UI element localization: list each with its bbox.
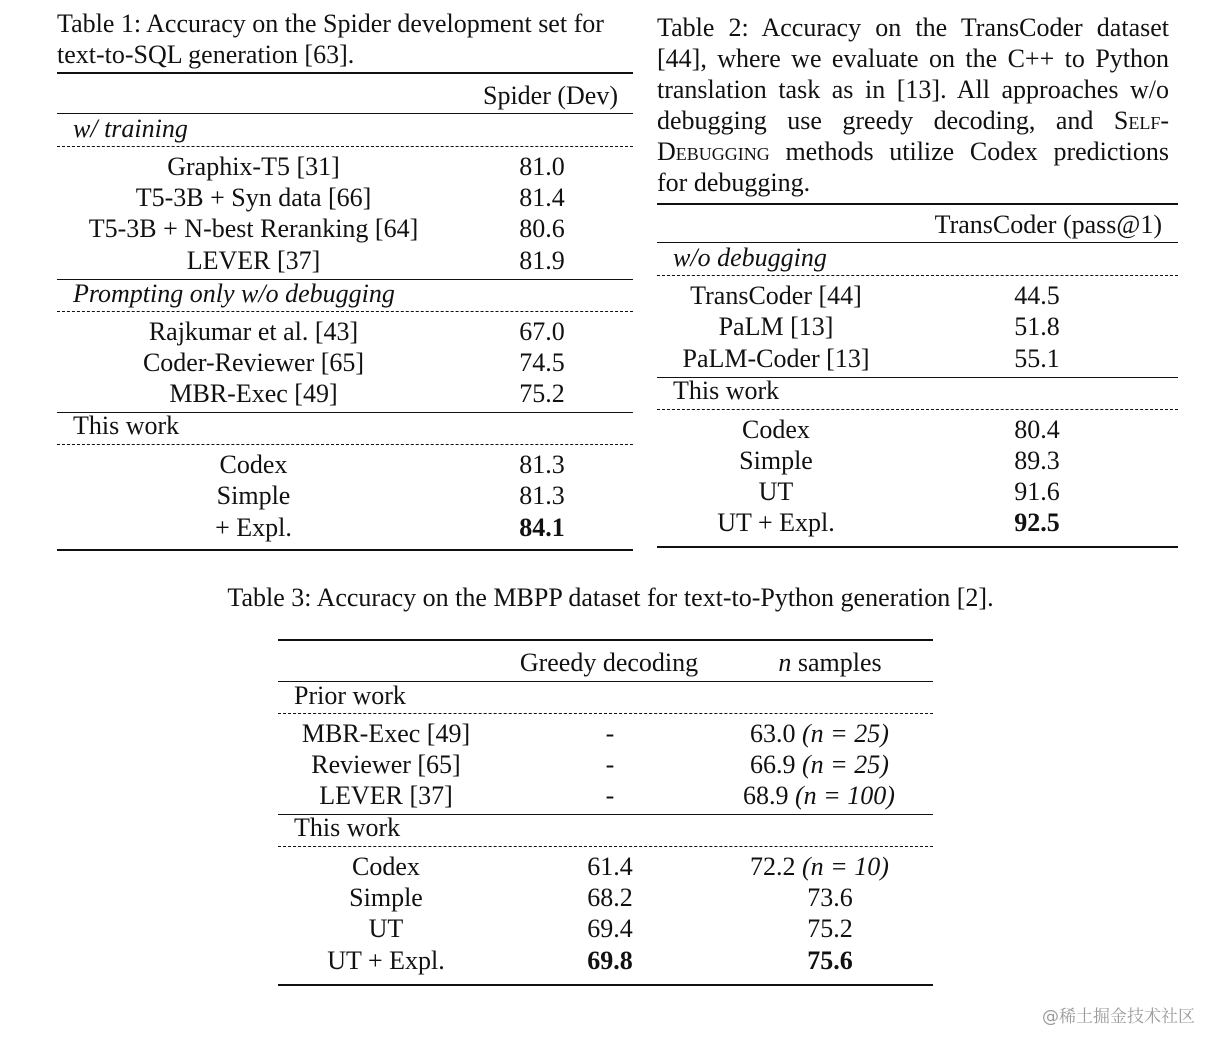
table3-row-samples: 75.2 (807, 914, 853, 943)
table1-dash (57, 444, 633, 445)
table2-row-name: PaLM [13] (718, 312, 834, 341)
table3-row-samples: 72.2 (n = 10) (750, 852, 889, 881)
table2-row-value: 89.3 (1014, 446, 1060, 475)
table3-row-name: UT (368, 914, 404, 943)
table3-row-greedy: 69.4 (587, 914, 633, 943)
table3-group-label: Prior work (294, 681, 406, 710)
table1-group-label: w/ training (73, 114, 188, 143)
table2-row-value: 91.6 (1014, 477, 1060, 506)
table2-row-name: UT + Expl. (717, 508, 835, 537)
table1-row-value: 81.9 (519, 246, 565, 275)
table1-row-value: 67.0 (519, 317, 565, 346)
table2-row-name: Codex (742, 415, 810, 444)
table3-caption: Table 3: Accuracy on the MBPP dataset for text-to-Python generation [2]. (227, 583, 994, 612)
table3-dash (278, 713, 933, 714)
table3-row-greedy: 61.4 (587, 852, 633, 881)
table3-row-samples: 66.9 (n = 25) (750, 750, 889, 779)
table2-row-value: 51.8 (1014, 312, 1060, 341)
table2-row-value: 55.1 (1014, 344, 1060, 373)
table3-row-name: Codex (352, 852, 420, 881)
table2-row-value-best: 92.5 (1014, 508, 1060, 537)
table3-row-greedy: 68.2 (587, 883, 633, 912)
table2-caption: Table 2: Accuracy on the TransCoder dataset [44], where we evaluate on the C++ to Python translation task as in [13]. All approaches w/o debugging use greedy decoding, and Self-Debugging methods utilize Codex predictions for debugging. (657, 13, 1169, 197)
table3-row-name: LEVER [37] (319, 781, 453, 810)
table1-row-value: 75.2 (519, 379, 565, 408)
table2-row-name: UT (758, 477, 794, 506)
table1-row-name: MBR-Exec [49] (169, 379, 338, 408)
table3-row-greedy: - (605, 750, 615, 779)
table1-row-value: 74.5 (519, 348, 565, 377)
table1-row-value: 81.3 (519, 450, 565, 479)
table1-row-value: 80.6 (519, 214, 565, 243)
table3-row-greedy: - (605, 781, 615, 810)
table3-top-rule (278, 639, 933, 641)
table3-header-samples: n samples (778, 648, 882, 677)
table1-dash (57, 146, 633, 147)
table2-row-value: 44.5 (1014, 281, 1060, 310)
table2-bottom-rule (657, 546, 1178, 548)
table1-row-value: 81.3 (519, 481, 565, 510)
self-debugging-term: Self-Debugging (657, 106, 1169, 166)
table3-row-name: Reviewer [65] (311, 750, 461, 779)
table1-row-value-best: 84.1 (519, 513, 565, 542)
table3-row-samples-best: 75.6 (807, 946, 853, 975)
table3-row-greedy-best: 69.8 (587, 946, 633, 975)
table1-row-value: 81.0 (519, 152, 565, 181)
table1-bottom-rule (57, 549, 633, 551)
table2-group-label: This work (673, 376, 780, 405)
table2-row-name: Simple (739, 446, 813, 475)
table3-row-samples: 68.9 (n = 100) (743, 781, 895, 810)
table1-row-name: Graphix-T5 [31] (167, 152, 340, 181)
table3-row-samples: 73.6 (807, 883, 853, 912)
table3-row-name: MBR-Exec [49] (301, 719, 471, 748)
table2-dash (657, 275, 1178, 276)
table2-row-name: PaLM-Coder [13] (682, 344, 870, 373)
table1-row-name: Codex (219, 450, 288, 479)
table3-dash (278, 846, 933, 847)
table1-row-name: T5-3B + N-best Reranking [64] (88, 214, 419, 243)
table1-row-name: Coder-Reviewer [65] (142, 348, 365, 377)
table1-row-name: T5-3B + Syn data [66] (135, 183, 372, 212)
table3-row-greedy: - (605, 719, 615, 748)
watermark: @稀土掘金技术社区 (1042, 1007, 1195, 1027)
table1-row-name: + Expl. (215, 513, 292, 542)
table3-group-label: This work (294, 813, 401, 842)
table1-dash (57, 311, 633, 312)
table3-header-greedy: Greedy decoding (519, 648, 699, 677)
table2-row-name: TransCoder [44] (690, 281, 862, 310)
table2-top-rule (657, 203, 1178, 205)
table3-row-samples: 63.0 (n = 25) (750, 719, 889, 748)
table1-row-name: LEVER [37] (186, 246, 321, 275)
table3-row-name: Simple (349, 883, 423, 912)
table3-bottom-rule (278, 984, 933, 986)
table1-row-name: Simple (216, 481, 291, 510)
table2-row-value: 80.4 (1014, 415, 1060, 444)
table1-group-label: This work (73, 411, 180, 440)
table2-dash (657, 409, 1178, 410)
table1-group-label: Prompting only w/o debugging (73, 279, 395, 308)
table3-row-name: UT + Expl. (327, 946, 445, 975)
table1-caption: Table 1: Accuracy on the Spider development set for text-to-SQL generation [63]. (57, 9, 604, 69)
table1-row-value: 81.4 (519, 183, 565, 212)
table2-group-label: w/o debugging (673, 243, 827, 272)
table1-top-rule (57, 72, 633, 74)
table1-row-name: Rajkumar et al. [43] (148, 317, 359, 346)
